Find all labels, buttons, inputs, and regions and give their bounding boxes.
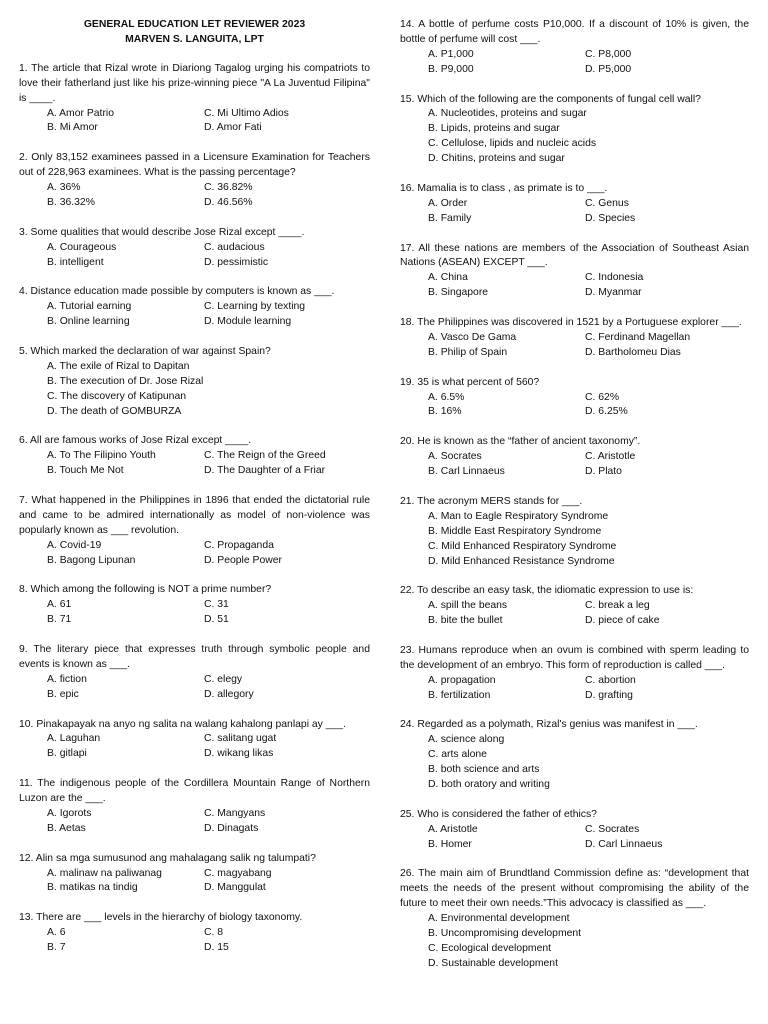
answer-option: A. Vasco De Gama	[428, 331, 517, 343]
question-stem: 17. All these nations are members of the Association of Southeast Asian Nations (ASEAN) EXCEPT ___.	[400, 242, 749, 269]
answer-options	[19, 300, 370, 330]
answer-option: A. 6	[47, 927, 66, 939]
answer-option: A. P1,000	[428, 48, 474, 60]
answer-option: D. Manggulat	[204, 882, 266, 894]
answer-options	[400, 48, 749, 78]
answer-option: B. matikas na tindig	[47, 882, 138, 894]
answer-option: D. Myanmar	[585, 287, 642, 299]
answer-option: C. break a leg	[585, 600, 650, 612]
answer-option: B. Mi Amor	[47, 122, 98, 134]
answer-option: D. 6.25%	[585, 406, 628, 418]
answer-option: A. science along	[428, 734, 505, 746]
question-stem: 9. The literary piece that expresses truth through symbolic people and events is known as ___.	[19, 644, 370, 670]
question-stem: 15. Which of the following are the components of fungal cell wall?	[400, 93, 701, 105]
question-13	[19, 911, 370, 956]
answer-option: A. Igorots	[47, 807, 92, 819]
answer-option: D. 46.56%	[204, 196, 253, 208]
question-stem: 11. The indigenous people of the Cordillera Mountain Range of Northern Luzon are the ___.	[19, 778, 370, 805]
question-stem: 24. Regarded as a polymath, Rizal's genius was manifest in ___.	[400, 719, 698, 731]
answer-option: D. grafting	[585, 689, 633, 701]
question-22	[400, 584, 749, 629]
answer-option: D. The death of GOMBURZA	[47, 405, 182, 417]
question-stem: 16. Mamalia is to class , as primate is to ___.	[400, 182, 608, 194]
answer-option: A. Laguhan	[47, 733, 101, 745]
answer-options	[19, 673, 370, 703]
question-stem: 20. He is known as the “father of ancient taxonomy”.	[400, 436, 641, 448]
answer-option: A. Man to Eagle Respiratory Syndrome	[428, 510, 609, 522]
answer-option: A. Courageous	[47, 241, 117, 253]
answer-option: B. 7	[47, 942, 66, 954]
answer-option: B. Middle East Respiratory Syndrome	[428, 525, 602, 537]
answer-option: D. People Power	[204, 554, 282, 566]
answer-options	[19, 107, 370, 137]
question-stem: 22. To describe an easy task, the idiomatic expression to use is:	[400, 585, 694, 597]
answer-option: A. spill the beans	[428, 600, 508, 612]
answer-options	[400, 391, 749, 421]
answer-option: D. wikang likas	[204, 748, 274, 760]
answer-option: B. Family	[428, 212, 472, 224]
answer-option: D. P5,000	[585, 63, 632, 75]
question-stem: 8. Which among the following is NOT a prime number?	[19, 584, 272, 596]
answer-options	[19, 598, 370, 628]
answer-option: C. Indonesia	[585, 272, 644, 284]
answer-option: D. 51	[204, 614, 229, 626]
question-12	[19, 852, 370, 897]
answer-options	[19, 449, 370, 479]
answer-option: C. abortion	[585, 674, 636, 686]
answer-option: A. Order	[428, 197, 468, 209]
question-stem: 4. Distance education made possible by computers is known as ___.	[19, 286, 335, 298]
question-stem: 18. The Philippines was discovered in 1521 by a Portuguese explorer ___.	[400, 317, 742, 329]
question-21	[400, 495, 749, 570]
answer-option: B. Touch Me Not	[47, 465, 124, 477]
answer-option: B. gitlapi	[47, 748, 87, 760]
answer-options	[19, 241, 370, 271]
answer-option: B. Singapore	[428, 287, 489, 299]
answer-option: B. Philip of Spain	[428, 346, 508, 358]
document-author: MARVEN S. LANGUITA, LPT	[125, 33, 264, 45]
answer-option: C. The discovery of Katipunan	[47, 390, 187, 402]
question-23	[400, 644, 749, 704]
answer-option: A. The exile of Rizal to Dapitan	[47, 360, 190, 372]
answer-option: D. Sustainable development	[428, 957, 558, 969]
question-stem: 26. The main aim of Brundtland Commission define as: “development that meets the needs of the present without compromising the ability of the future to meet their own needs.”This advocacy is classified as ___.	[400, 868, 749, 910]
answer-option: C. Mangyans	[204, 807, 266, 819]
question-stem: 1. The article that Rizal wrote in Diariong Tagalog urging his compatriots to love their fatherland just like his prize-winning piece "A La Juventud Filipina" is ____.	[19, 62, 370, 104]
question-stem: 23. Humans reproduce when an ovum is combined with sperm leading to the development of an embryo. This form of reproduction is called ___.	[400, 644, 749, 671]
answer-options	[19, 181, 370, 211]
answer-option: B. epic	[47, 688, 79, 700]
answer-option: B. 71	[47, 614, 72, 626]
answer-option: B. 16%	[428, 406, 462, 418]
answer-option: B. The execution of Dr. Jose Rizal	[47, 375, 204, 387]
answer-option: D. Mild Enhanced Resistance Syndrome	[428, 555, 615, 567]
question-1	[19, 62, 370, 137]
question-stem: 14. A bottle of perfume costs P10,000. If a discount of 10% is given, the bottle of perfume will cost ___.	[400, 19, 749, 45]
question-14	[400, 18, 749, 78]
answer-option: D. allegory	[204, 688, 254, 700]
answer-options	[400, 510, 749, 570]
answer-option: A. Tutorial earning	[47, 301, 132, 313]
answer-option: C. P8,000	[585, 48, 632, 60]
answer-option: D. Species	[585, 212, 636, 224]
answer-option: D. The Daughter of a Friar	[204, 465, 326, 477]
question-9	[19, 643, 370, 703]
question-25	[400, 808, 749, 853]
question-15	[400, 93, 749, 168]
answer-option: A. malinaw na paliwanag	[47, 867, 162, 879]
answer-options	[19, 867, 370, 897]
answer-options	[400, 733, 749, 793]
answer-option: D. piece of cake	[585, 615, 660, 627]
answer-option: C. audacious	[204, 241, 265, 253]
answer-option: C. Mild Enhanced Respiratory Syndrome	[428, 540, 617, 552]
answer-option: C. elegy	[204, 673, 243, 685]
question-stem: 5. Which marked the declaration of war against Spain?	[19, 345, 271, 357]
question-16	[400, 182, 749, 227]
answer-options	[400, 823, 749, 853]
answer-option: C. Learning by texting	[204, 301, 306, 313]
question-stem: 2. Only 83,152 examinees passed in a Licensure Examination for Teachers out of 228,963 examinees. What is the passing percentage?	[19, 152, 370, 179]
answer-options	[400, 271, 749, 301]
question-2	[19, 151, 370, 211]
document-title: GENERAL EDUCATION LET REVIEWER 2023	[83, 19, 306, 30]
answer-option: A. Amor Patrio	[47, 107, 114, 119]
answer-option: C. Ecological development	[428, 943, 552, 954]
answer-options	[19, 360, 370, 420]
answer-option: A. 36%	[47, 182, 81, 194]
question-18	[400, 316, 749, 361]
answer-option: B. Carl Linnaeus	[428, 466, 505, 478]
answer-option: D. Carl Linnaeus	[585, 838, 663, 850]
answer-option: A. Aristotle	[428, 823, 478, 835]
answer-options	[400, 450, 749, 480]
answer-options	[19, 807, 370, 837]
answer-options	[19, 539, 370, 569]
answer-option: C. magyabang	[204, 867, 272, 879]
answer-option: A. 61	[47, 599, 72, 611]
question-11	[19, 777, 370, 837]
question-6	[19, 434, 370, 479]
answer-option: B. Online learning	[47, 316, 130, 328]
answer-options	[19, 732, 370, 762]
answer-option: B. Homer	[428, 838, 472, 850]
question-stem: 21. The acronym MERS stands for ___.	[400, 495, 583, 507]
answer-option: D. pessimistic	[204, 256, 269, 268]
right-column	[400, 18, 749, 1024]
question-4	[19, 285, 370, 330]
answer-option: C. Mi Ultimo Adios	[204, 107, 289, 119]
question-8	[19, 583, 370, 628]
answer-option: A. Covid-19	[47, 539, 102, 551]
answer-option: C. salitang ugat	[204, 733, 277, 745]
answer-option: B. intelligent	[47, 256, 104, 268]
answer-option: B. Uncompromising development	[428, 928, 582, 940]
answer-option: D. both oratory and writing	[428, 779, 550, 791]
answer-option: C. Aristotle	[585, 451, 636, 463]
question-20	[400, 435, 749, 480]
answer-option: C. Ferdinand Magellan	[585, 331, 691, 343]
answer-option: D. Chitins, proteins and sugar	[428, 153, 565, 165]
answer-option: C. 62%	[585, 391, 620, 403]
answer-option: C. arts alone	[428, 749, 487, 761]
answer-option: B. bite the bullet	[428, 615, 503, 627]
answer-option: D. Module learning	[204, 316, 292, 328]
question-24	[400, 718, 749, 793]
left-column	[19, 18, 370, 1024]
question-stem: 10. Pinakapayak na anyo ng salita na walang kahalong panlapi ay ___.	[19, 718, 346, 730]
question-26	[400, 867, 749, 971]
answer-options	[400, 674, 749, 704]
question-3	[19, 226, 370, 271]
answer-option: B. P9,000	[428, 63, 474, 75]
question-stem: 25. Who is considered the father of ethics?	[400, 808, 597, 820]
question-5	[19, 345, 370, 420]
question-stem: 12. Alin sa mga sumusunod ang mahalagang salik ng talumpati?	[19, 852, 316, 864]
answer-option: C. Genus	[585, 197, 629, 209]
answer-option: B. fertilization	[428, 689, 491, 701]
question-7	[19, 494, 370, 569]
answer-option: D. 15	[204, 942, 229, 954]
question-stem: 19. 35 is what percent of 560?	[400, 376, 540, 388]
question-stem: 7. What happened in the Philippines in 1896 that ended the dictatorial rule and came to be admired internationally as model of non-violence was popularly known as ___ revolution.	[19, 495, 370, 536]
answer-option: C. 8	[204, 927, 224, 939]
answer-option: C. Socrates	[585, 823, 640, 835]
answer-option: C. 36.82%	[204, 182, 253, 194]
answer-option: D. Bartholomeu Dias	[585, 346, 681, 358]
answer-options	[19, 926, 370, 956]
answer-option: D. Amor Fati	[204, 122, 262, 134]
answer-option: C. 31	[204, 599, 229, 611]
question-19	[400, 376, 749, 421]
answer-option: A. fiction	[47, 673, 87, 685]
answer-option: C. Propaganda	[204, 539, 274, 551]
answer-option: B. both science and arts	[428, 764, 540, 776]
answer-option: A. 6.5%	[428, 391, 465, 403]
answer-option: A. Socrates	[428, 451, 482, 463]
answer-option: C. Cellulose, lipids and nucleic acids	[428, 138, 597, 150]
answer-option: B. Aetas	[47, 822, 86, 834]
answer-option: B. 36.32%	[47, 196, 95, 208]
document-header	[19, 18, 370, 48]
question-17	[400, 242, 749, 302]
answer-option: A. Nucleotides, proteins and sugar	[428, 108, 587, 120]
question-stem: 13. There are ___ levels in the hierarchy of biology taxonomy.	[19, 912, 303, 924]
answer-option: B. Lipids, proteins and sugar	[428, 123, 560, 135]
answer-option: C. The Reign of the Greed	[204, 450, 326, 462]
answer-option: A. propagation	[428, 674, 496, 686]
answer-option: D. Plato	[585, 466, 622, 478]
answer-option: D. Dinagats	[204, 822, 259, 834]
answer-option: A. To The Filipino Youth	[47, 450, 156, 462]
answer-options	[400, 107, 749, 167]
answer-option: A. China	[428, 272, 468, 284]
answer-options	[400, 331, 749, 361]
answer-options	[400, 912, 749, 972]
question-stem: 6. All are famous works of Jose Rizal except ____.	[19, 435, 252, 447]
question-10	[19, 718, 370, 763]
answer-options	[400, 197, 749, 227]
question-stem: 3. Some qualities that would describe Jose Rizal except ____.	[19, 226, 305, 238]
answer-option: A. Environmental development	[428, 913, 570, 925]
answer-option: B. Bagong Lipunan	[47, 554, 136, 566]
answer-options	[400, 599, 749, 629]
